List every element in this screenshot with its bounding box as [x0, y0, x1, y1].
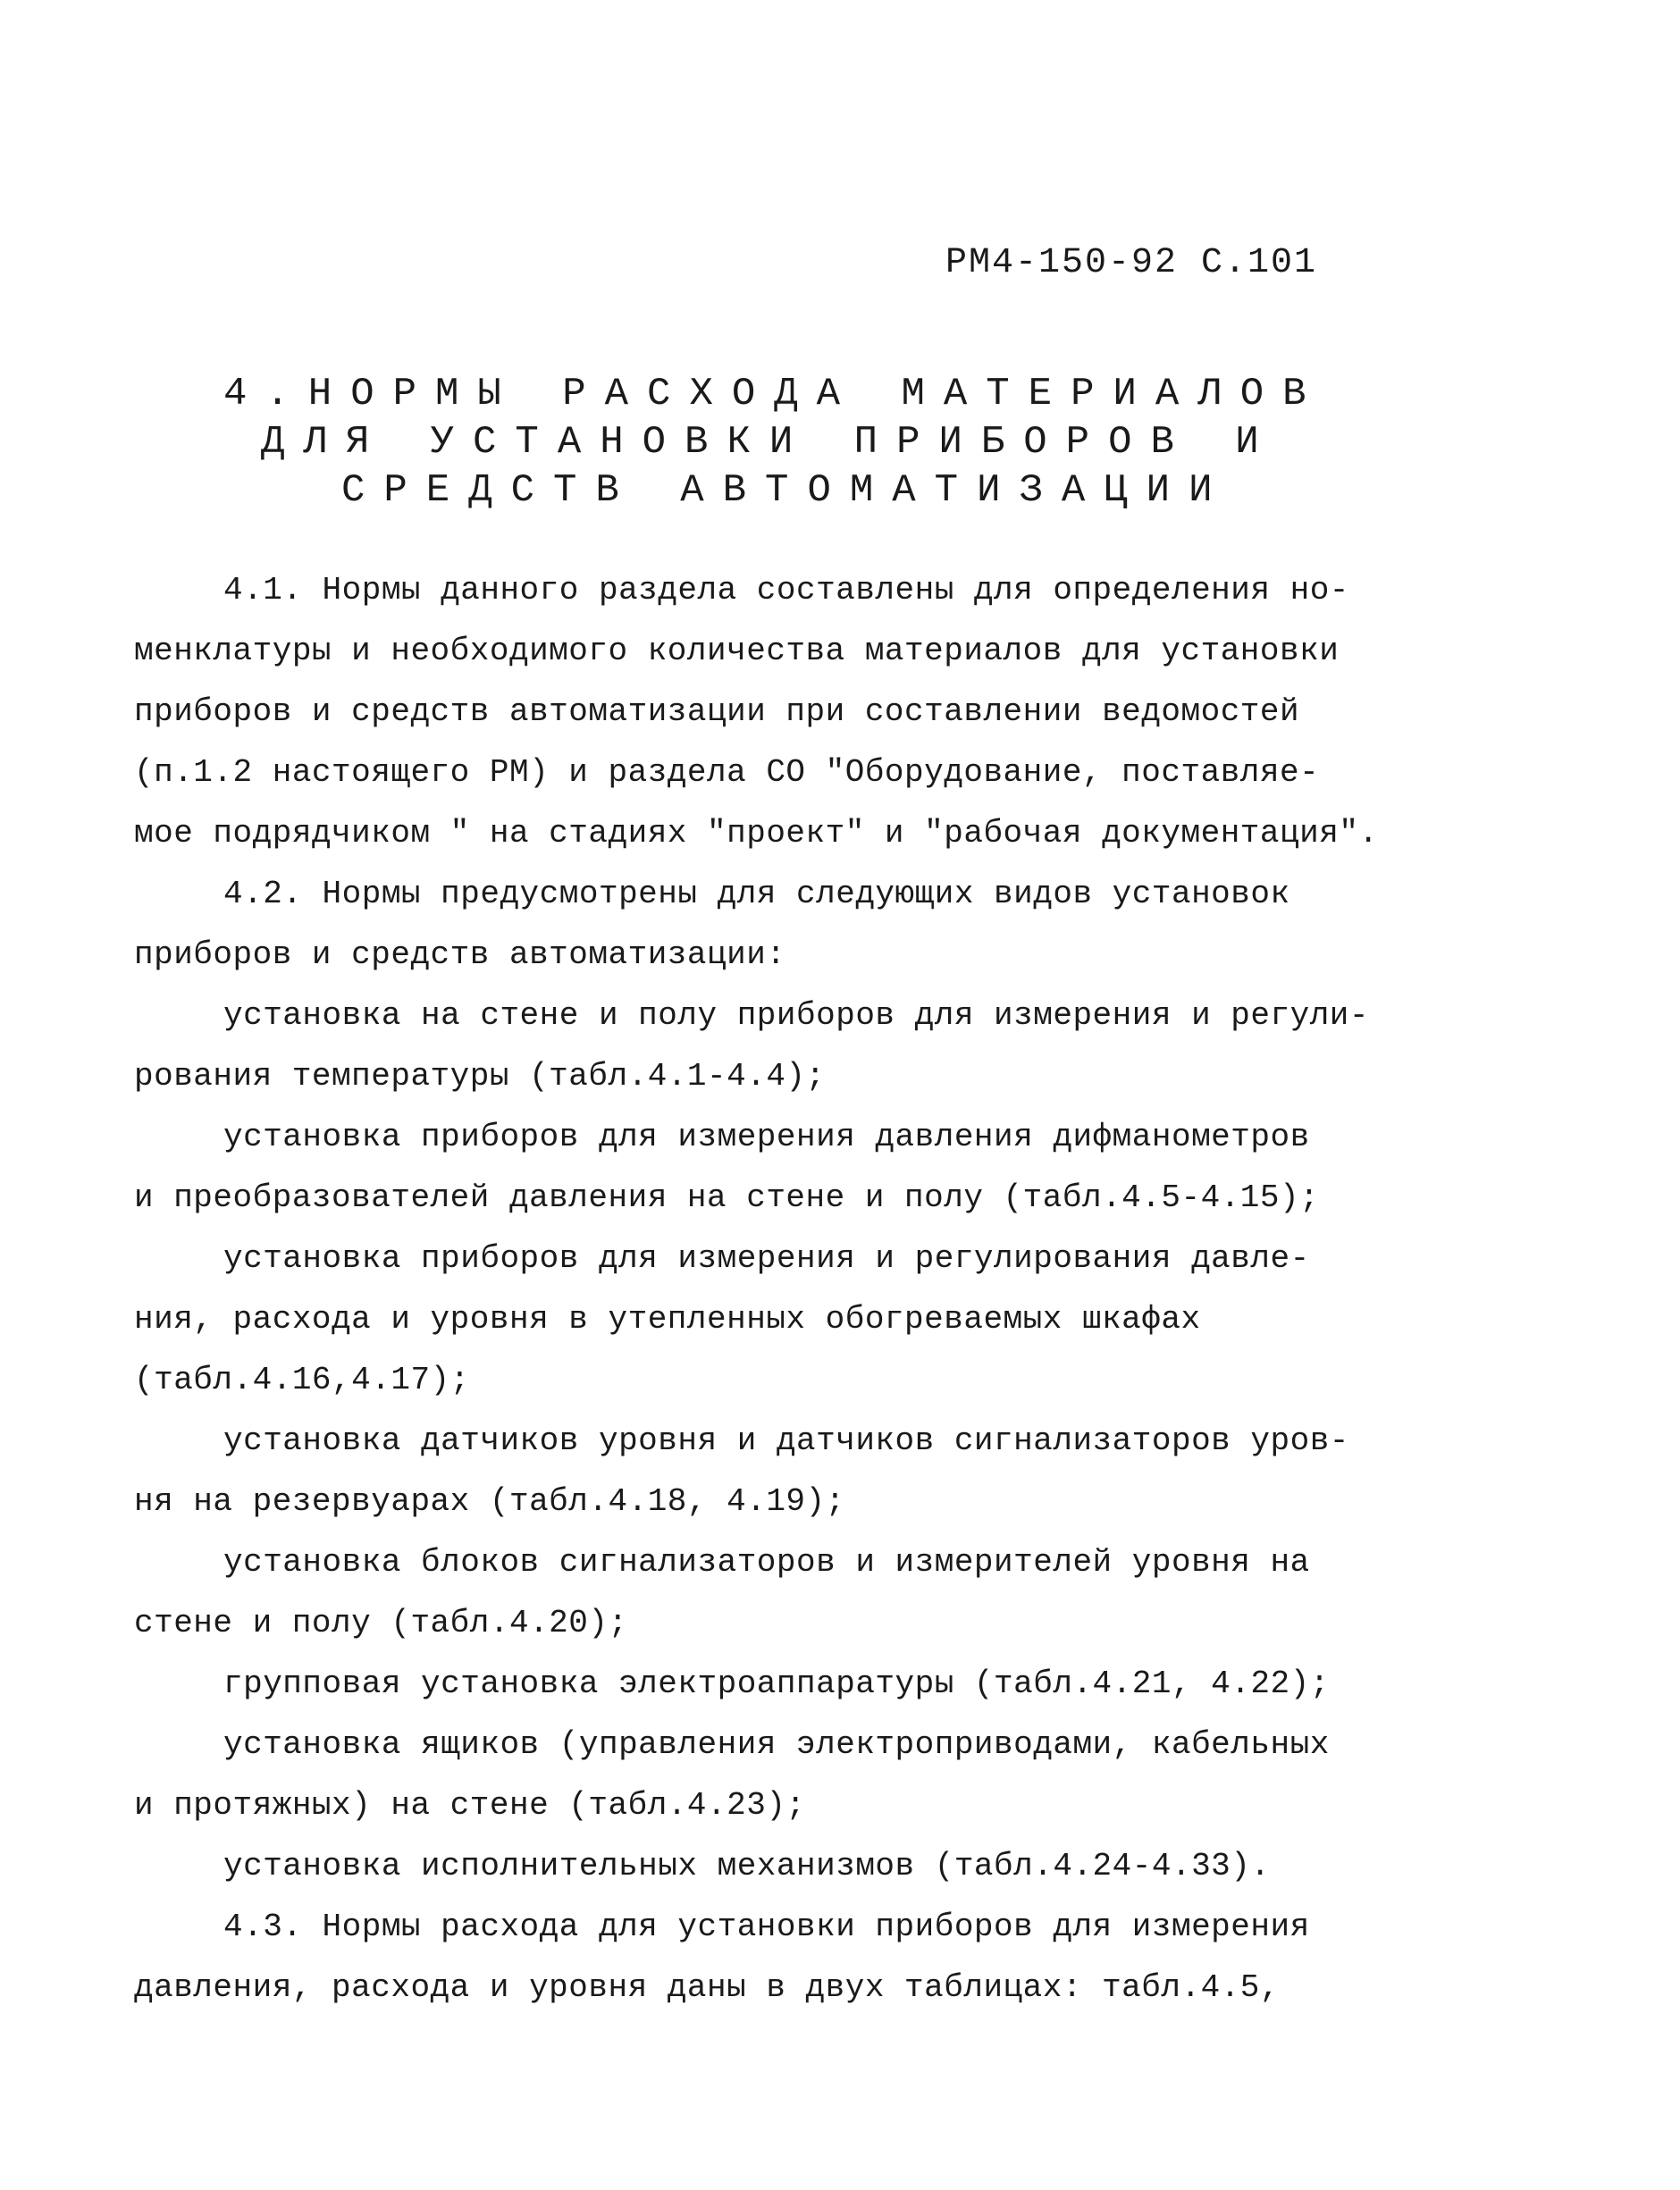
title-line: СРЕДСТВ АВТОМАТИЗАЦИИ — [341, 468, 1231, 513]
text-line: (п.1.2 настоящего РМ) и раздела СО "Оборудование, поставляе- — [134, 754, 1320, 791]
text-line: мое подрядчиком " на стадиях "проект" и "рабочая документация". — [134, 815, 1379, 852]
text-line: 4.2. Нормы предусмотрены для следующих видов установок — [223, 876, 1290, 912]
text-line: установка исполнительных механизмов (табл.4.24-4.33). — [223, 1848, 1271, 1884]
text-line: 4.1. Нормы данного раздела составлены для определения но- — [223, 572, 1349, 608]
text-line: стене и полу (табл.4.20); — [134, 1605, 628, 1641]
title-line: ДЛЯ УСТАНОВКИ ПРИБОРОВ И — [261, 420, 1278, 465]
text-line: менклатуры и необходимого количества материалов для установки — [134, 633, 1340, 669]
text-line: рования температуры (табл.4.1-4.4); — [134, 1058, 826, 1095]
text-line: 4.3. Нормы расхода для установки приборов для измерения — [223, 1909, 1310, 1945]
text-line: и преобразователей давления на стене и полу (табл.4.5-4.15); — [134, 1179, 1320, 1216]
text-line: (табл.4.16,4.17); — [134, 1362, 470, 1398]
text-line: установка приборов для измерения давления дифманометров — [223, 1119, 1310, 1155]
text-line: и протяжных) на стене (табл.4.23); — [134, 1787, 806, 1824]
title-line: 4.НОРМЫ РАСХОДА МАТЕРИАЛОВ — [223, 372, 1325, 416]
text-line: ния, расхода и уровня в утепленных обогреваемых шкафах — [134, 1301, 1201, 1338]
text-line: установка датчиков уровня и датчиков сигнализаторов уров- — [223, 1422, 1349, 1459]
text-line: установка блоков сигнализаторов и измерителей уровня на — [223, 1544, 1310, 1581]
text-line: давления, расхода и уровня даны в двух таблицах: табл.4.5, — [134, 1969, 1281, 2006]
text-line: приборов и средств автоматизации при составлении ведомостей — [134, 693, 1300, 730]
text-line: приборов и средств автоматизации: — [134, 936, 786, 973]
text-line: установка ящиков (управления электроприводами, кабельных — [223, 1726, 1330, 1763]
text-line: установка на стене и полу приборов для измерения и регули- — [223, 997, 1370, 1034]
text-line: ня на резервуарах (табл.4.18, 4.19); — [134, 1483, 845, 1520]
text-line: установка приборов для измерения и регулирования давле- — [223, 1240, 1310, 1277]
text-line: групповая установка электроаппаратуры (табл.4.21, 4.22); — [223, 1666, 1330, 1702]
document-code: РМ4-150-92 С.101 — [945, 243, 1318, 283]
